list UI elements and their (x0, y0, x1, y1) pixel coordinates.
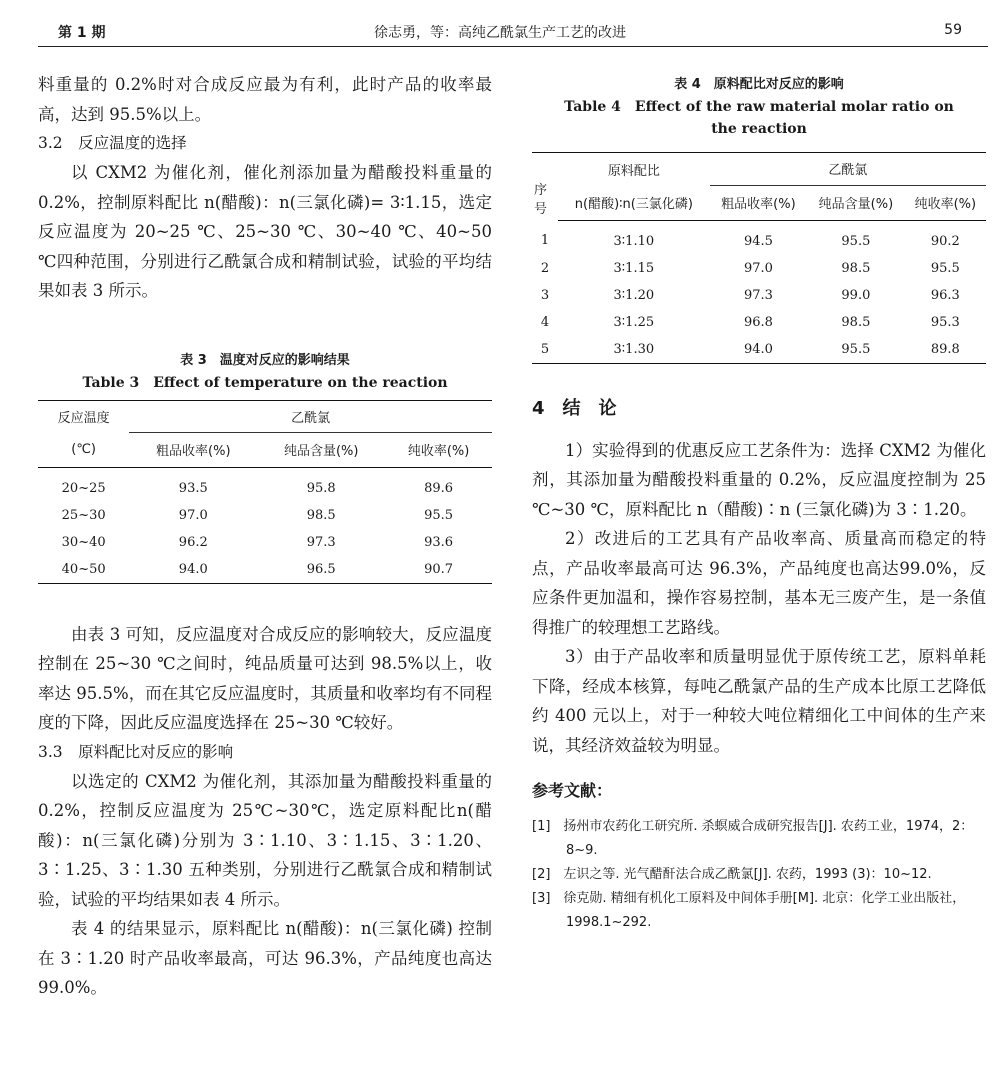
conclusion-1: 1）实验得到的优惠反应工艺条件为：选择 CXM2 为催化剂，其添加量为醋酸投料重量的 0.2%，反应温度控制为 25 ℃~30 ℃，原料配比 n（醋酸)∶n (三氯化磷)为 3∶1.20。 (532, 440, 986, 519)
table4-caption-cn: 表 4 原料配比对反应的影响 (674, 77, 844, 92)
table-cell: 95.5 (930, 260, 960, 276)
table-header: 反应温度 (38, 400, 129, 433)
table-row (38, 502, 492, 529)
table-header: 序号 (532, 153, 558, 221)
reference-item: [2] 左识之等. 光气醋酐法合成乙酰氯[J]. 农药，1993 (3)：10~12. (532, 867, 932, 882)
table-cell: 97.0 (743, 260, 773, 276)
table-cell: 97.3 (306, 534, 336, 550)
table-4 (532, 152, 986, 364)
table-cell: 3∶1.15 (613, 260, 655, 276)
table-header: (℃) (38, 433, 129, 468)
table-header: 原料配比 (558, 153, 710, 186)
table-cell: 3∶1.30 (558, 336, 710, 364)
table-cell: 96.8 (743, 314, 773, 330)
table-cell: 2 (540, 260, 550, 276)
table-header: 粗品收率(%) (710, 185, 807, 220)
page-number: 59 (944, 22, 962, 38)
table-header: 粗品收率(%) (129, 433, 257, 468)
table3-caption-en: Table 3 Effect of temperature on the reaction (82, 374, 448, 391)
header-rule (38, 46, 988, 47)
left-column (38, 70, 492, 1003)
table-header: 纯收率(%) (385, 433, 492, 468)
paragraph: 料重量的 0.2%时对合成反应最为有利，此时产品的收率最高，达到 95.5%以上。 (38, 75, 492, 124)
paragraph: 表 4 的结果显示，原料配比 n(醋酸)：n(三氯化磷) 控制在 3∶1.20 时产品收率最高，可达 96.3%，产品纯度也高达 99.0%。 (38, 919, 492, 997)
table-cell: 4 (540, 314, 550, 330)
table-cell: 98.5 (841, 260, 871, 276)
running-title: 徐志勇，等：高纯乙酰氯生产工艺的改进 (374, 25, 626, 41)
references-heading: 参考文献： (532, 781, 613, 800)
table-row (38, 529, 492, 556)
table-cell: 95.3 (930, 314, 960, 330)
table-cell: 94.5 (743, 233, 773, 249)
table-3 (38, 400, 492, 584)
table-row (532, 309, 986, 336)
table-header: 乙酰氯 (129, 400, 492, 433)
table3-caption-cn: 表 3 温度对反应的影响结果 (180, 352, 350, 368)
table-row (532, 220, 986, 255)
table-cell: 3 (540, 287, 550, 303)
table4-caption-en: Table 4 Effect of the raw material molar ratio on the reaction (564, 99, 954, 137)
issue-label: 第 1 期 (58, 25, 106, 41)
table-cell: 95.5 (841, 233, 871, 249)
table-cell: 93.5 (178, 480, 208, 496)
page-header (0, 0, 1000, 44)
table-header: 乙酰氯 (710, 153, 986, 186)
table-cell: 40~50 (38, 556, 129, 584)
table-cell: 98.5 (306, 507, 336, 523)
table-cell: 96.5 (257, 556, 385, 584)
table-cell: 90.7 (385, 556, 492, 584)
table-cell: 20~25 (61, 480, 106, 496)
paragraph: 由表 3 可知，反应温度对合成反应的影响较大，反应温度控制在 25~30 ℃之间时，纯品质量可达到 98.5%以上，收率达 95.5%，而在其它反应温度时，其质量和收率均有不同程度的下降，因此反应温度选择在 25~30 ℃较好。 (38, 624, 492, 732)
table-header: 纯收率(%) (905, 185, 986, 220)
table-cell: 3∶1.10 (613, 233, 655, 249)
section-heading-3-3: 3.3 原料配比对反应的影响 (38, 742, 234, 761)
paragraph: 以 CXM2 为催化剂，催化剂添加量为醋酸投料重量的0.2%，控制原料配比 n(醋酸)：n(三氯化磷)= 3∶1.15，选定反应温度为 20~25 ℃、25~30 ℃、30~40 ℃、40~50 ℃四种范围，分别进行乙酰氯合成和精制试验，试验的平均结果如表 3 所示。 (38, 163, 492, 300)
table-cell: 30~40 (61, 534, 106, 550)
table-cell: 90.2 (930, 233, 960, 249)
reference-item: [1] 扬州市农药化工研究所. 杀螟威合成研究报告[J]. 农药工业，1974，2：8~9. (532, 819, 974, 858)
table-row (532, 282, 986, 309)
table-cell: 97.0 (178, 507, 208, 523)
table-cell: 89.8 (905, 336, 986, 364)
table-cell: 95.5 (807, 336, 904, 364)
section-heading-3-2: 3.2 反应温度的选择 (38, 134, 187, 152)
table-row (532, 336, 986, 364)
table-header: n(醋酸)∶n(三氯化磷) (558, 185, 710, 220)
table-cell: 5 (532, 336, 558, 364)
table-row (532, 255, 986, 282)
table-cell: 99.0 (841, 287, 871, 303)
section-heading-4: 4 结 论 (532, 397, 617, 419)
reference-item: [3] 徐克勋. 精细有机化工原料及中间体手册[M]. 北京：化学工业出版社，1998.1~292. (532, 891, 966, 930)
table-cell: 97.3 (743, 287, 773, 303)
table-cell: 98.5 (841, 314, 871, 330)
conclusion-3: 3）由于产品收率和质量明显优于原传统工艺，原料单耗下降，经成本核算，每吨乙酰氯产品的生产成本比原工艺降低约 400 元以上，对于一种较大吨位精细化工中间体的生产来说，其经济效益较为明显。 (532, 647, 986, 755)
table-header: 纯品含量(%) (807, 185, 904, 220)
table-cell: 94.0 (129, 556, 257, 584)
right-column (532, 74, 986, 935)
table-row (38, 467, 492, 502)
conclusion-2: 2）改进后的工艺具有产品收率高、质量高而稳定的特点，产品收率最高可达 96.3%，产品纯度也高达99.0%，反应条件更加温和，操作容易控制，基本无三废产生，是一条值得推广的较理想工艺路线。 (532, 529, 986, 637)
table-cell: 96.3 (930, 287, 960, 303)
table-cell: 1 (540, 233, 550, 249)
table-header: 纯品含量(%) (257, 433, 385, 468)
table-cell: 93.6 (424, 534, 454, 550)
table-cell: 95.8 (306, 480, 336, 496)
table-cell: 3∶1.25 (613, 314, 655, 330)
table-cell: 95.5 (424, 507, 454, 523)
table-row (38, 556, 492, 584)
paragraph: 以选定的 CXM2 为催化剂，其添加量为醋酸投料重量的 0.2%，控制反应温度为 25℃~30℃，选定原料配比n(醋酸)：n(三氯化磷)分别为 3∶1.10、3∶1.15、3∶1.20、3∶1.25、3∶1.30 五种类别，分别进行乙酰氯合成和精制试验，试验的平均结果如表 4 所示。 (38, 771, 492, 909)
table-cell: 96.2 (178, 534, 208, 550)
table-cell: 89.6 (424, 480, 454, 496)
table-cell: 25~30 (61, 507, 106, 523)
table-cell: 3∶1.20 (613, 287, 655, 303)
table-cell: 94.0 (710, 336, 807, 364)
